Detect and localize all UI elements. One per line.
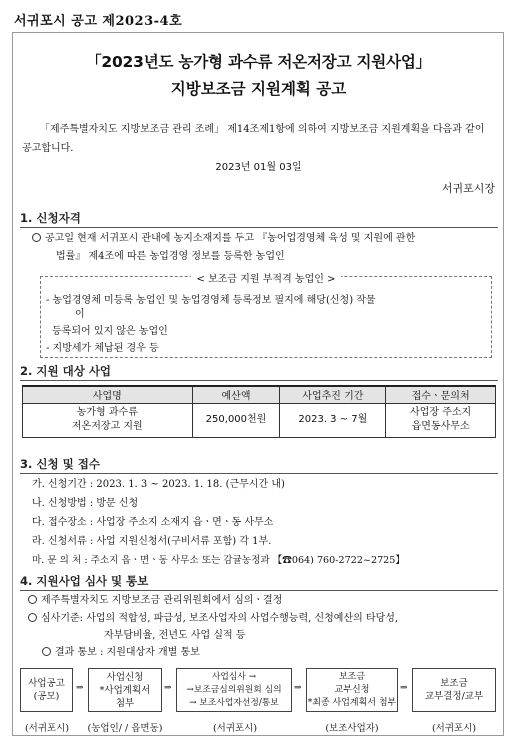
application-item: 가. 신청기간 : 2023. 1. 3 ~ 2023. 1. 18. (근무시간 내) xyxy=(32,479,285,490)
document-subtitle: 지방보조금 지원계획 공고 xyxy=(170,80,347,98)
document-title: 「2023년도 농가형 과수류 저온저장고 지원사업」 xyxy=(86,53,431,71)
circle-bullet-icon xyxy=(28,613,37,622)
project-name-cell: 농가형 과수류 저온저장고 지원 xyxy=(23,403,193,437)
table-header: 사업추진 기간 xyxy=(280,386,386,403)
review-item: 제주특별자치도 지방보조금 관리위원회에서 심의ㆍ결정 xyxy=(28,594,282,608)
application-item: 라. 신청서류 : 사업 지원신청서(구비서류 포함) 각 1부. xyxy=(32,536,272,547)
flow-caption: (서귀포시) xyxy=(212,723,258,734)
flow-step-review: 사업심사 → →보조금심의위원회 심의 → 보조사업자선정/통보 xyxy=(176,668,292,712)
flow-step-announce: 사업공고 (공모) xyxy=(20,668,73,712)
table-row xyxy=(23,403,496,437)
circle-bullet-icon xyxy=(28,595,37,604)
flow-step-grant-decision: 보조금 교부결정/교부 xyxy=(412,668,496,712)
budget-table xyxy=(22,385,496,438)
table-header: 예산액 xyxy=(192,386,280,403)
contact-cell: 사업장 주소지 읍면동사무소 xyxy=(386,403,496,437)
ineligible-line: - 농업경영체 미등록 농업인 및 농업경영체 등록정보 필지에 해당(신청) 작물 xyxy=(46,295,376,306)
section-heading-eligibility: 1. 신청자격 xyxy=(20,210,498,228)
section-heading-target: 2. 지원 대상 사업 xyxy=(20,363,498,381)
period-cell: 2023. 3 ~ 7월 xyxy=(280,403,386,437)
section-heading-review: 4. 지원사업 심사 및 통보 xyxy=(20,573,498,591)
flow-caption: (서귀포시) xyxy=(24,723,70,734)
arrow-icon: ⇒ xyxy=(164,683,172,693)
arrow-icon: ⇒ xyxy=(294,683,302,693)
ineligible-line: 이 xyxy=(75,309,85,320)
review-item-cont: 자부담비율, 전년도 사업 실적 등 xyxy=(104,630,246,641)
flow-caption: (보조사업자) xyxy=(325,723,379,734)
application-item: 나. 신청방법 : 방문 신청 xyxy=(32,498,139,509)
circle-bullet-icon xyxy=(42,647,51,656)
ineligible-line: 등록되어 있지 않은 농업인 xyxy=(52,326,168,337)
flow-step-grant-request: 보조금 교부신청 *최종 사업계획서 첨부 xyxy=(306,668,398,712)
notice-date: 2023년 01월 03일 xyxy=(215,162,302,173)
flow-step-apply: 사업신청 *사업계획서 첨부 xyxy=(88,668,162,712)
arrow-icon: ⇒ xyxy=(76,683,84,693)
review-item: 심사기준: 사업의 적합성, 파급성, 보조사업자의 사업수행능력, 신청예산의 타당성, xyxy=(28,612,398,626)
review-result: 결과 통보 : 지원대상자 개별 통보 xyxy=(42,646,200,660)
budget-cell: 250,000천원 xyxy=(192,403,280,437)
issuer: 서귀포시장 xyxy=(441,182,495,195)
intro-paragraph: 「제주특별자치도 지방보조금 관리 조례」 제14조제1항에 의하여 지방보조금 지원계획을 다음과 같이 공고합니다. xyxy=(22,124,485,154)
ineligible-line: - 지방세가 체납된 경우 등 xyxy=(46,343,159,354)
arrow-icon: ⇒ xyxy=(400,683,408,693)
table-header: 접수ㆍ문의처 xyxy=(386,386,496,403)
flow-caption: (농업인/ / 읍면동) xyxy=(87,723,163,734)
section-heading-application: 3. 신청 및 접수 xyxy=(20,456,498,474)
table-header: 사업명 xyxy=(23,386,193,403)
notice-number: 서귀포시 공고 제2023-4호 xyxy=(14,14,183,29)
ineligible-box-title: < 보조금 지원 부적격 농업인 > xyxy=(191,274,342,285)
flow-caption: (서귀포시) xyxy=(431,723,477,734)
eligibility-item-cont: 법률』 제4조에 따른 농업경영 정보를 등록한 농업인 xyxy=(56,251,285,262)
application-item: 다. 접수장소 : 사업장 주소지 소재지 읍ㆍ면ㆍ동 사무소 xyxy=(32,517,274,528)
table-header-row xyxy=(23,386,496,403)
eligibility-item: 공고일 현재 서귀포시 관내에 농지소재지를 두고 『농어업경영체 육성 및 지원에 관한 xyxy=(32,232,415,246)
circle-bullet-icon xyxy=(32,233,41,242)
application-item: 마. 문 의 처 : 주소지 읍ㆍ면ㆍ동 사무소 또는 감귤농정과 【☎064) 760-2722~2725】 xyxy=(32,555,405,566)
